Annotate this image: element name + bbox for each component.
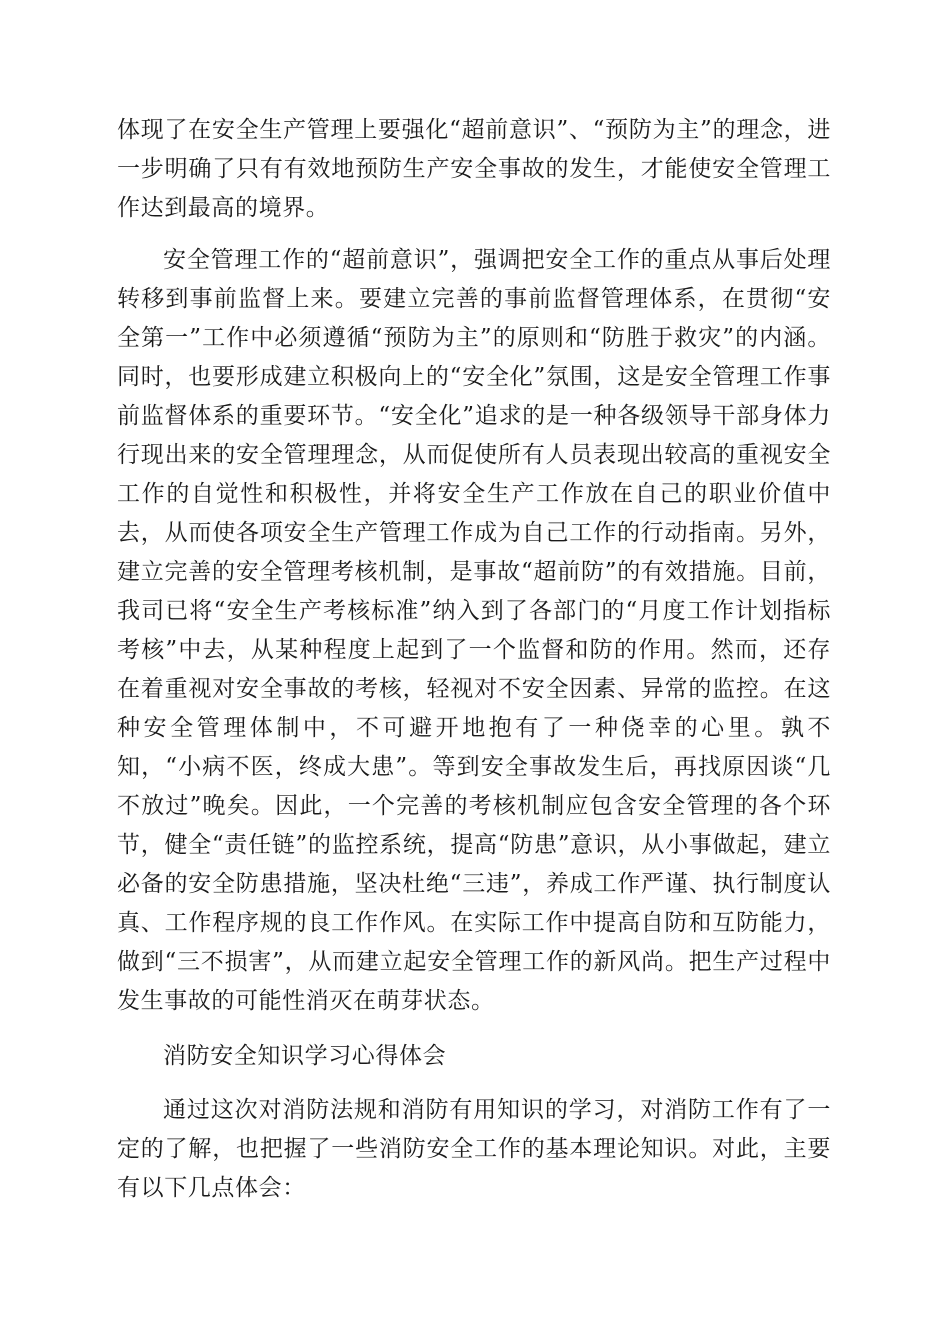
document-body	[117, 111, 831, 1208]
paragraph-fire-safety-intro: 通过这次对消防法规和消防有用知识的学习，对消防工作有了一定的了解，也把握了一些消防安全工作的基本理论知识。对此，主要有以下几点体会：	[117, 1097, 831, 1201]
paragraph-continuation: 体现了在安全生产管理上要强化“超前意识”、“预防为主”的理念，进一步明确了只有有效地预防生产安全事故的发生，才能使安全管理工作达到最高的境界。	[117, 117, 831, 221]
section-heading: 消防安全知识学习心得体会	[163, 1043, 447, 1069]
paragraph-advance-awareness: 安全管理工作的“超前意识”，强调把安全工作的重点从事后处理转移到事前监督上来。要建立完善的事前监督管理体系，在贯彻“安全第一”工作中必须遵循“预防为主”的原则和“防胜于救灾”的内涵。同时，也要形成建立积极向上的“安全化”氛围，这是安全管理工作事前监督体系的重要环节。“安全化”追求的是一种各级领导干部身体力行现出来的安全管理理念，从而促使所有人员表现出较高的重视安全工作的自觉性和积极性，并将安全生产工作放在自己的职业价值中去，从而使各项安全生产管理工作成为自己工作的行动指南。另外，建立完善的安全管理考核机制，是事故“超前防”的有效措施。目前，我司已将“安全生产考核标准”纳入到了各部门的“月度工作计划指标考核”中去，从某种程度上起到了一个监督和防的作用。然而，还存在着重视对安全事故的考核，轻视对不安全因素、异常的监控。在这种安全管理体制中，不可避开地抱有了一种侥幸的心里。孰不知，“小病不医，终成大患”。等到安全事故发生后，再找原因谈“几不放过”晚矣。因此，一个完善的考核机制应包含安全管理的各个环节，健全“责任链”的监控系统，提高“防患”意识，从小事做起，建立必备的安全防患措施，坚决杜绝“三违”，养成工作严谨、执行制度认真、工作程序规的良工作作风。在实际工作中提高自防和互防能力，做到“三不损害”，从而建立起安全管理工作的新风尚。把生产过程中发生事故的可能性消灭在萌芽状态。	[117, 247, 831, 1014]
